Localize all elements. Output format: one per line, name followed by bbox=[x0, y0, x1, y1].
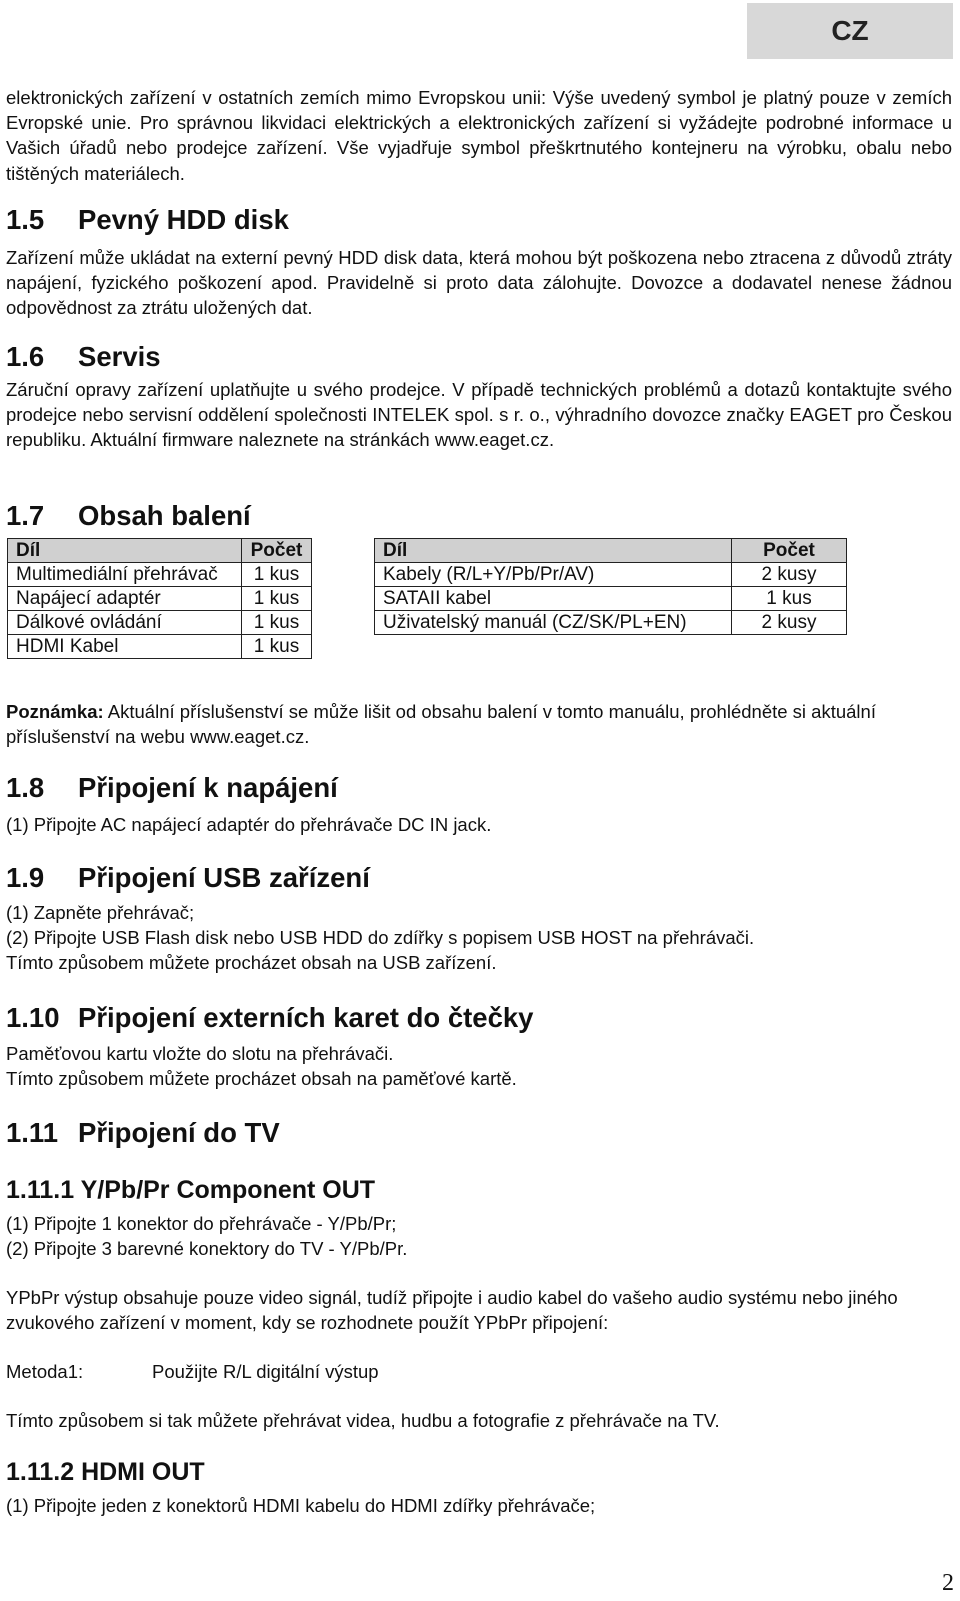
table-row bbox=[8, 563, 312, 587]
package-table-right bbox=[374, 538, 847, 635]
section-number: 1.10 bbox=[6, 1002, 60, 1033]
section-number: 1.6 bbox=[6, 341, 45, 372]
section-title: Připojení do TV bbox=[78, 1117, 280, 1148]
section-1-9-line-1: (1) Zapněte přehrávač; bbox=[6, 902, 195, 923]
page-number: 2 bbox=[942, 1570, 954, 1596]
section-1-11-2-heading: 1.11.2 HDMI OUT bbox=[6, 1458, 205, 1486]
section-number: 1.9 bbox=[6, 862, 45, 893]
method-text: Použijte R/L digitální výstup bbox=[152, 1361, 379, 1382]
section-title: Připojení externích karet do čtečky bbox=[78, 1002, 534, 1033]
section-number: 1.8 bbox=[6, 772, 45, 803]
section-number: 1.5 bbox=[6, 204, 45, 235]
section-1-11-1-line-2: (2) Připojte 3 barevné konektory do TV - Y/Pb/Pr. bbox=[6, 1238, 408, 1259]
cell-part: Napájecí adaptér bbox=[8, 587, 242, 611]
intro-paragraph: elektronických zařízení v ostatních zemích mimo Evropskou unii: Výše uvedený symbol je platný pouze v zemích Evropské unie. Pro správnou likvidaci elektrických a elektronických zařízení si vyžádejte podrobné informace u Vašich úřadů nebo prodejce zařízení. Vše vyjadřuje symbol přeškrtnutého kontejneru na výrobku, obalu nebo tištěných materiálech. bbox=[6, 87, 952, 184]
section-1-11-1-line-3: Tímto způsobem si tak můžete přehrávat videa, hudbu a fotografie z přehrávače na TV. bbox=[6, 1410, 720, 1431]
section-title: Obsah balení bbox=[78, 500, 251, 531]
section-1-6-text: Záruční opravy zařízení uplatňujte u svého prodejce. V případě technických problémů a dotazů kontaktujte svého prodejce nebo servisní oddělení společnosti INTELEK spol. s r. o., výhradního dovozce značky EAGET pro Českou republiku. Aktuální firmware naleznete na stránkách www.eaget.cz. bbox=[6, 379, 952, 451]
package-table-left bbox=[7, 538, 312, 659]
cell-count: 1 kus bbox=[242, 611, 312, 635]
section-title: Servis bbox=[78, 341, 161, 372]
section-1-7-heading bbox=[6, 500, 251, 532]
section-1-8-heading bbox=[6, 772, 338, 804]
table-row bbox=[375, 587, 847, 611]
section-title: Připojení k napájení bbox=[78, 772, 338, 803]
table-row bbox=[8, 587, 312, 611]
section-number: 1.7 bbox=[6, 500, 45, 531]
section-1-11-1-heading: 1.11.1 Y/Pb/Pr Component OUT bbox=[6, 1176, 376, 1204]
header-cell-count: Počet bbox=[242, 539, 312, 563]
table-header-row bbox=[375, 539, 847, 563]
cell-count: 2 kusy bbox=[732, 563, 847, 587]
cell-count: 1 kus bbox=[242, 587, 312, 611]
table-header-row bbox=[8, 539, 312, 563]
cell-part: Multimediální přehrávač bbox=[8, 563, 242, 587]
section-number: 1.11 bbox=[6, 1117, 59, 1148]
cell-part: Uživatelský manuál (CZ/SK/PL+EN) bbox=[375, 611, 732, 635]
cell-count: 1 kus bbox=[242, 635, 312, 659]
header-cell-part: Díl bbox=[8, 539, 242, 563]
package-note bbox=[6, 699, 952, 749]
section-1-11-1-line-1: (1) Připojte 1 konektor do přehrávače - Y/Pb/Pr; bbox=[6, 1213, 397, 1234]
header-cell-part: Díl bbox=[375, 539, 732, 563]
section-1-5-heading bbox=[6, 204, 289, 236]
cell-count: 1 kus bbox=[732, 587, 847, 611]
section-1-9-line-2: (2) Připojte USB Flash disk nebo USB HDD do zdířky s popisem USB HOST na přehrávači. bbox=[6, 927, 755, 948]
table-row bbox=[8, 635, 312, 659]
section-1-11-2-line-1: (1) Připojte jeden z konektorů HDMI kabelu do HDMI zdířky přehrávače; bbox=[6, 1495, 596, 1516]
section-1-8-line-1: (1) Připojte AC napájecí adaptér do přehrávače DC IN jack. bbox=[6, 814, 492, 835]
note-text: Aktuální příslušenství se může lišit od obsahu balení v tomto manuálu, prohlédněte si aktuální příslušenství na webu www.eaget.cz. bbox=[6, 701, 876, 748]
table-row bbox=[375, 563, 847, 587]
section-1-9-heading bbox=[6, 862, 370, 894]
cell-part: Kabely (R/L+Y/Pb/Pr/AV) bbox=[375, 563, 732, 587]
ypbpr-paragraph: YPbPr výstup obsahuje pouze video signál, tudíž připojte i audio kabel do vašeho audio systému nebo jiného zvukového zařízení v moment, kdy se rozhodnete použít YPbPr připojení: bbox=[6, 1287, 898, 1334]
cell-count: 1 kus bbox=[242, 563, 312, 587]
method-label: Metoda1: bbox=[6, 1361, 84, 1382]
section-1-6-heading bbox=[6, 341, 161, 373]
section-1-5-text: Zařízení může ukládat na externí pevný HDD disk data, která mohou být poškozena nebo ztracena z důvodů ztráty napájení, fyzického poškození apod. Pravidelně si proto data zálohujte. Dovozce a dodavatel nenese žádnou odpovědnost za ztrátu uložených dat. bbox=[6, 247, 952, 319]
cell-part: HDMI Kabel bbox=[8, 635, 242, 659]
section-1-10-line-1: Paměťovou kartu vložte do slotu na přehrávači. bbox=[6, 1043, 394, 1064]
header-cell-count: Počet bbox=[732, 539, 847, 563]
note-label: Poznámka: bbox=[6, 701, 104, 722]
table-row bbox=[375, 611, 847, 635]
language-badge: CZ bbox=[747, 3, 953, 59]
section-title: Připojení USB zařízení bbox=[78, 862, 370, 893]
cell-count: 2 kusy bbox=[732, 611, 847, 635]
table-row bbox=[8, 611, 312, 635]
section-1-11-heading bbox=[6, 1117, 280, 1149]
section-1-9-line-3: Tímto způsobem můžete procházet obsah na USB zařízení. bbox=[6, 952, 497, 973]
method-line bbox=[6, 1359, 379, 1384]
section-1-10-line-2: Tímto způsobem můžete procházet obsah na paměťové kartě. bbox=[6, 1068, 517, 1089]
cell-part: SATAII kabel bbox=[375, 587, 732, 611]
section-1-10-heading bbox=[6, 1002, 533, 1034]
cell-part: Dálkové ovládání bbox=[8, 611, 242, 635]
section-title: Pevný HDD disk bbox=[78, 204, 289, 235]
